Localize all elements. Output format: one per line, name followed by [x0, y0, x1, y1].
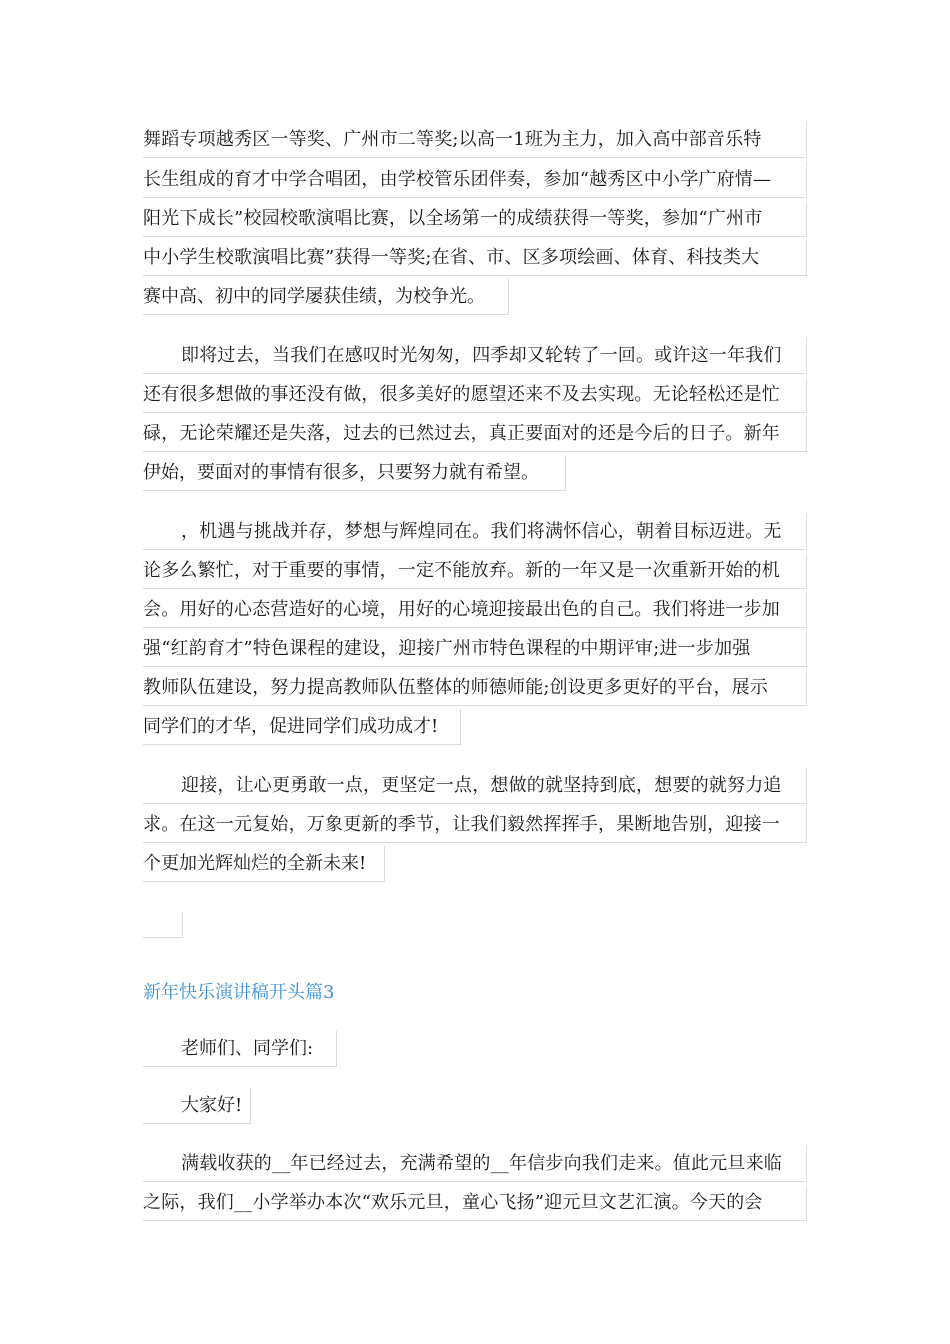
paragraph-1-line-1: 舞蹈专项越秀区一等奖、广州市二等奖;以高一1班为主力，加入高中部音乐特	[143, 122, 807, 158]
section-heading: 新年快乐演讲稿开头篇3	[143, 982, 335, 1003]
paragraph-2-line-3: 碌，无论荣耀还是失落，过去的已然过去，真正要面对的还是今后的日子。新年	[143, 416, 807, 452]
paragraph-4-line-1: 迎接，让心更勇敢一点，更坚定一点，想做的就坚持到底，想要的就努力追	[143, 768, 807, 804]
paragraph-3-line-1: ，机遇与挑战并存，梦想与辉煌同在。我们将满怀信心，朝着目标迈进。无	[143, 514, 807, 550]
salutation: 老师们、同学们:	[143, 1031, 337, 1067]
paragraph-3-line-6: 同学们的才华，促进同学们成功成才!	[143, 709, 461, 745]
paragraph-2-line-1: 即将过去，当我们在感叹时光匆匆，四季却又轮转了一回。或许这一年我们	[143, 338, 807, 374]
paragraph-1-line-4: 中小学生校歌演唱比赛”获得一等奖;在省、市、区多项绘画、体育、科技类大	[143, 240, 807, 276]
paragraph-1-line-2: 长生组成的育才中学合唱团，由学校管乐团伴奏，参加“越秀区中小学广府情—	[143, 162, 807, 198]
greeting: 大家好!	[143, 1088, 251, 1124]
paragraph-5-line-2: 之际，我们__小学举办本次“欢乐元旦，童心飞扬”迎元旦文艺汇演。今天的会	[143, 1185, 807, 1221]
paragraph-4-line-2: 求。在这一元复始，万象更新的季节，让我们毅然挥挥手，果断地告别，迎接一	[143, 807, 807, 843]
paragraph-4-line-3: 个更加光辉灿烂的全新未来!	[143, 846, 385, 882]
paragraph-5-line-1: 满载收获的__年已经过去，充满希望的__年信步向我们走来。值此元旦来临	[143, 1146, 807, 1182]
paragraph-2-line-4: 伊始，要面对的事情有很多，只要努力就有希望。	[143, 455, 566, 491]
paragraph-3-line-5: 教师队伍建设，努力提高教师队伍整体的师德师能;创设更多更好的平台，展示	[143, 670, 807, 706]
paragraph-2-line-2: 还有很多想做的事还没有做，很多美好的愿望还来不及去实现。无论轻松还是忙	[143, 377, 807, 413]
empty-paragraph-box	[143, 912, 183, 938]
paragraph-3-line-4: 强“红韵育才”特色课程的建设，迎接广州市特色课程的中期评审;进一步加强	[143, 631, 807, 667]
paragraph-3-line-2: 论多么繁忙，对于重要的事情，一定不能放弃。新的一年又是一次重新开始的机	[143, 553, 807, 589]
paragraph-1-line-5: 赛中高、初中的同学屡获佳绩，为校争光。	[143, 279, 509, 315]
paragraph-3-line-3: 会。用好的心态营造好的心境，用好的心境迎接最出色的自己。我们将进一步加	[143, 592, 807, 628]
paragraph-1-line-3: 阳光下成长”校园校歌演唱比赛，以全场第一的成绩获得一等奖，参加“广州市	[143, 201, 807, 237]
